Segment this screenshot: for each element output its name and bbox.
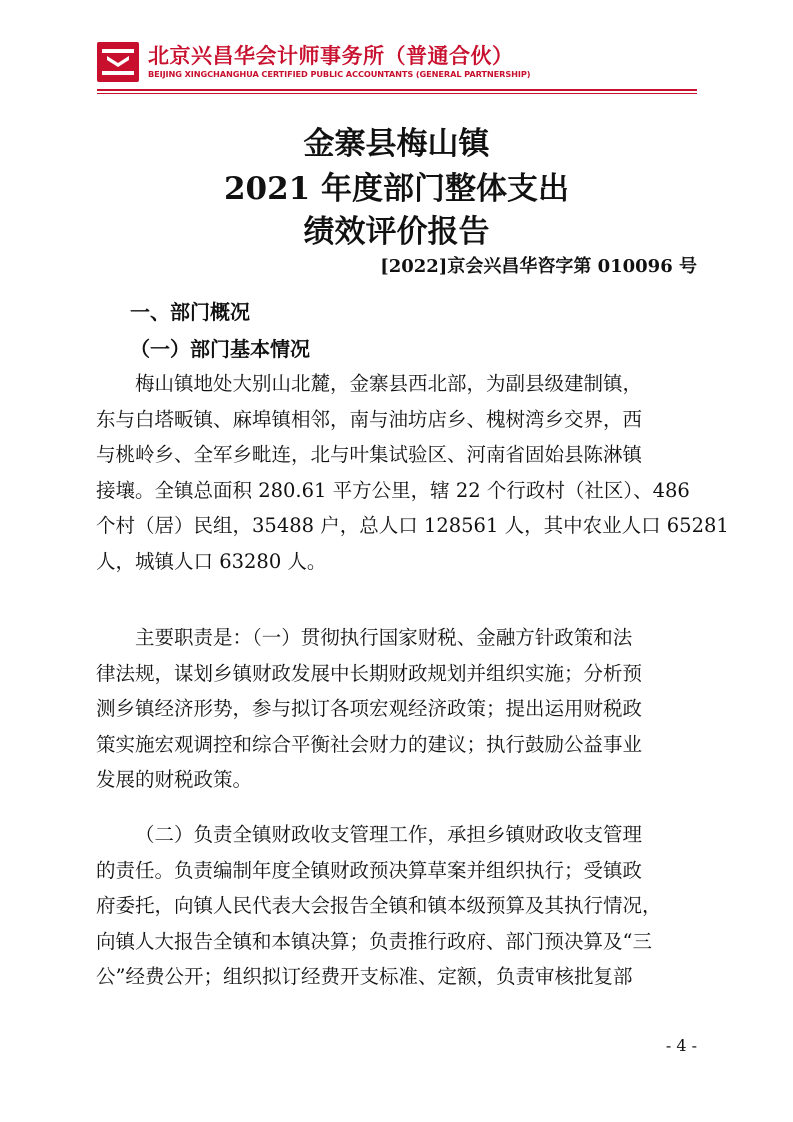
firm-logo-icon (97, 42, 139, 82)
header-rule-thick (97, 89, 697, 91)
paragraph-duties-2 (96, 817, 696, 995)
paragraph-line: 人，城镇人口 63280 人。 (96, 549, 327, 573)
paragraph-line: 东与白塔畈镇、麻埠镇相邻，南与油坊店乡、槐树湾乡交界，西 (96, 407, 643, 431)
paragraph-line: 向镇人大报告全镇和本镇决算；负责推行政府、部门预决算及“三 (96, 929, 652, 953)
paragraph-duties-1 (96, 620, 696, 798)
page-number: - 4 - (665, 1036, 697, 1055)
paragraph-line: 梅山镇地处大别山北麓，金寨县西北部，为副县级建制镇， (135, 372, 643, 395)
report-title-line-2: 2021 年度部门整体支出 (223, 171, 570, 207)
report-title-line-1: 金寨县梅山镇 (303, 126, 490, 162)
paragraph-line: 公”经费公开；组织拟订经费开支标准、定额，负责审核批复部 (96, 965, 633, 988)
firm-name-chinese: 北京兴昌华会计师事务所（普通合伙） (148, 44, 514, 68)
document-number: [2022]京会兴昌华咨字第 010096 号 (380, 256, 697, 277)
paragraph-line: 与桃岭乡、全军乡毗连，北与叶集试验区、河南省固始县陈淋镇 (96, 443, 643, 466)
paragraph-line: 府委托，向镇人民代表大会报告全镇和镇本级预算及其执行情况， (96, 894, 662, 917)
subsection-heading: （一）部门基本情况 (130, 337, 310, 361)
paragraph-line: 主要职责是：（一）贯彻执行国家财税、金融方针政策和法 (135, 626, 633, 649)
paragraph-line: （二）负责全镇财政收支管理工作，承担乡镇财政收支管理 (135, 823, 643, 846)
paragraph-line: 接壤。全镇总面积 280.61 平方公里，辖 22 个行政村（社区）、486 (96, 478, 690, 502)
paragraph-overview (96, 366, 729, 579)
firm-name-english: BEIJING XINGCHANGHUA CERTIFIED PUBLIC ACCOUNTANTS (GENERAL PARTNERSHIP) (148, 69, 531, 79)
letterhead (97, 38, 697, 88)
paragraph-line: 测乡镇经济形势，参与拟订各项宏观经济政策；提出运用财税政 (96, 697, 643, 720)
paragraph-line: 发展的财税政策。 (96, 768, 253, 791)
paragraph-line: 律法规，谋划乡镇财政发展中长期财政规划并组织实施；分析预 (96, 661, 643, 685)
paragraph-line: 的责任。负责编制年度全镇财政预决算草案并组织执行；受镇政 (96, 858, 643, 882)
header-rule-thin (97, 93, 697, 94)
section-heading: 一、部门概况 (130, 300, 250, 324)
paragraph-line: 个村（居）民组，35488 户，总人口 128561 人，其中农业人口 65281 (96, 514, 729, 537)
report-title-line-3: 绩效评价报告 (303, 214, 490, 250)
paragraph-line: 策实施宏观调控和综合平衡社会财力的建议；执行鼓励公益事业 (96, 732, 643, 756)
